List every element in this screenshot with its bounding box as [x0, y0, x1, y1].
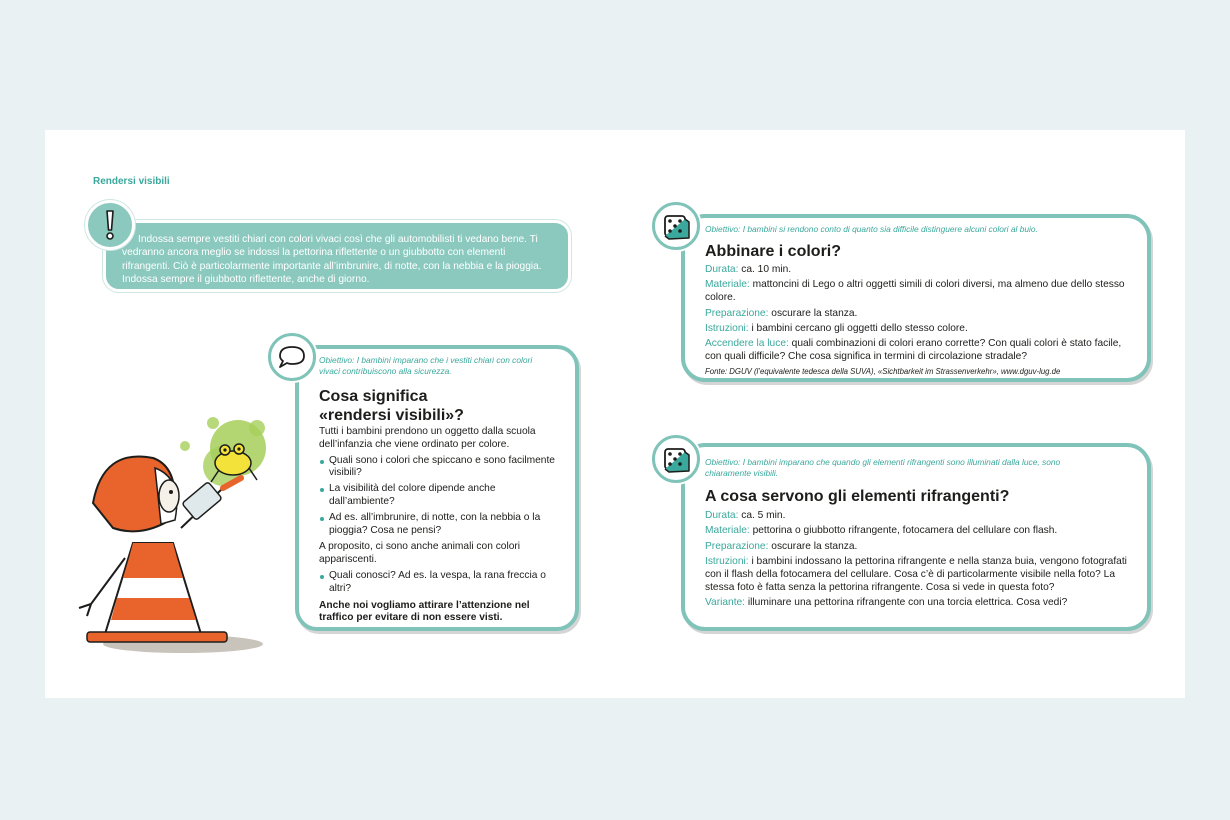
row-label: Variante: [705, 597, 746, 609]
card-visibility-body [319, 426, 559, 625]
card-reflective [681, 443, 1151, 631]
banner-text: Indossa sempre vestiti chiari con colori vivaci così che gli automobilisti ti vedano bene. Ti vedranno ancora meglio se indossi la pettorina riflettente o un giubbotto con elementi rifrangenti. Ciò è particolarmente importante all’imbrunire, di notte, con la nebbia e la pioggia. Indossa sempre il giubbotto riflettente, anche di giorno. [122, 234, 542, 286]
row-text: ca. 10 min. [741, 264, 792, 275]
card-visibility-objective: Obiettivo: I bambini imparano che i vestiti chiari con colori vivaci contribuiscono alla sicurezza. [319, 355, 533, 376]
card-colors-title: Abbinare i colori? [705, 243, 842, 260]
row-label: Durata: [705, 264, 739, 275]
dice-icon [652, 435, 700, 483]
card-colors-row-light [705, 338, 1135, 364]
row-label: Preparazione: [705, 307, 769, 319]
card-reflective-row-variant [705, 597, 1135, 610]
card-reflective-row-instructions [705, 556, 1135, 594]
card-visibility-intro: Tutti i bambini prendono un oggetto dalla scuola dell’infanzia che viene ordinato per colore. [319, 426, 536, 450]
row-label: Materiale: [705, 525, 750, 537]
row-text: i bambini indossano la pettorina rifrangente e nella stanza buia, vengono fotografati con il flash della fotocamera del cellulare. Cosa c’è di particolarmente visibile nella foto? La stessa foto è fatta senza la pettorina rifrangente. Cosa si vede in questa foto? [705, 556, 1127, 593]
card-colors [681, 214, 1151, 382]
row-text: oscurare la stanza. [771, 307, 858, 319]
row-label: Istruzioni: [705, 322, 749, 334]
row-label: Durata: [705, 510, 739, 521]
card-colors-row-duration [705, 264, 1135, 277]
card-colors-row-instructions [705, 323, 1135, 336]
card-visibility-title-line1: Cosa significa [319, 388, 428, 405]
row-text: i bambini cercano gli oggetti dello stesso colore. [751, 322, 968, 334]
card-colors-objective: Obiettivo: I bambini si rendono conto di quanto sia difficile distinguere alcuni colori al buio. [705, 224, 1038, 234]
speech-bubble-icon [268, 333, 316, 381]
card-visibility-middle: A proposito, ci sono anche animali con colori appariscenti. [319, 541, 521, 566]
row-text: mattoncini di Lego o altri oggetti simili di colori diversi, ma almeno due dello stesso colore. [705, 279, 1125, 304]
list-item: Quali conosci? Ad es. la vespa, la rana freccia o altri? [319, 570, 559, 596]
card-visibility-bullets2 [319, 570, 559, 596]
card-visibility-bullets [319, 455, 559, 538]
row-text: quali combinazioni di colori erano corrette? Con quali colori è stato facile, con quali difficile? Che cosa significa in termini di circolazione stradale? [705, 338, 1122, 363]
card-visibility-title [319, 387, 559, 425]
row-text: pettorina o giubbotto rifrangente, fotocamera del cellulare con flash. [752, 525, 1058, 537]
list-item: Ad es. all’imbrunire, di notte, con la nebbia o la pioggia? Cosa ne pensi? [319, 512, 559, 538]
card-visibility [295, 345, 579, 631]
card-colors-row-preparation [705, 308, 1135, 321]
card-reflective-objective: Obiettivo: I bambini imparano che quando gli elementi rifrangenti sono illuminati dalla luce, sono chiaramente visibili. [705, 457, 1061, 478]
cone-character-illustration [73, 408, 273, 658]
card-reflective-body [705, 510, 1135, 613]
row-label: Accendere la luce: [705, 338, 789, 350]
card-colors-row-material [705, 279, 1135, 305]
dice-icon [652, 202, 700, 250]
card-visibility-title-line2: «rendersi visibili»? [319, 407, 464, 424]
row-label: Istruzioni: [705, 556, 749, 568]
row-label: Preparazione: [705, 540, 769, 552]
list-item: La visibilità del colore dipende anche dall’ambiente? [319, 483, 559, 509]
card-reflective-row-material [705, 525, 1135, 538]
card-colors-source: Fonte: DGUV (l’equivalente tedesca della SUVA), «Sichtbarkeit im Strassenverkehr», www.dguv-lug.de [705, 366, 1061, 376]
section-title: Rendersi visibili [93, 176, 170, 187]
exclamation-icon [85, 200, 135, 250]
row-label: Materiale: [705, 279, 750, 291]
row-text: illuminare una pettorina rifrangente con una torcia elettrica. Cosa vedi? [747, 597, 1068, 609]
warning-banner [103, 220, 571, 292]
card-reflective-row-duration [705, 510, 1135, 523]
row-text: oscurare la stanza. [771, 540, 858, 552]
card-reflective-row-preparation [705, 541, 1135, 554]
row-text: ca. 5 min. [741, 510, 786, 521]
card-reflective-title: A cosa servono gli elementi rifrangenti? [705, 488, 1010, 505]
list-item: Quali sono i colori che spiccano e sono facilmente visibili? [319, 455, 559, 481]
card-colors-body [705, 264, 1135, 377]
card-visibility-closing: Anche noi vogliamo attirare l’attenzione nel traffico per evitare di non essere visti. [319, 599, 530, 624]
page [45, 130, 1185, 698]
